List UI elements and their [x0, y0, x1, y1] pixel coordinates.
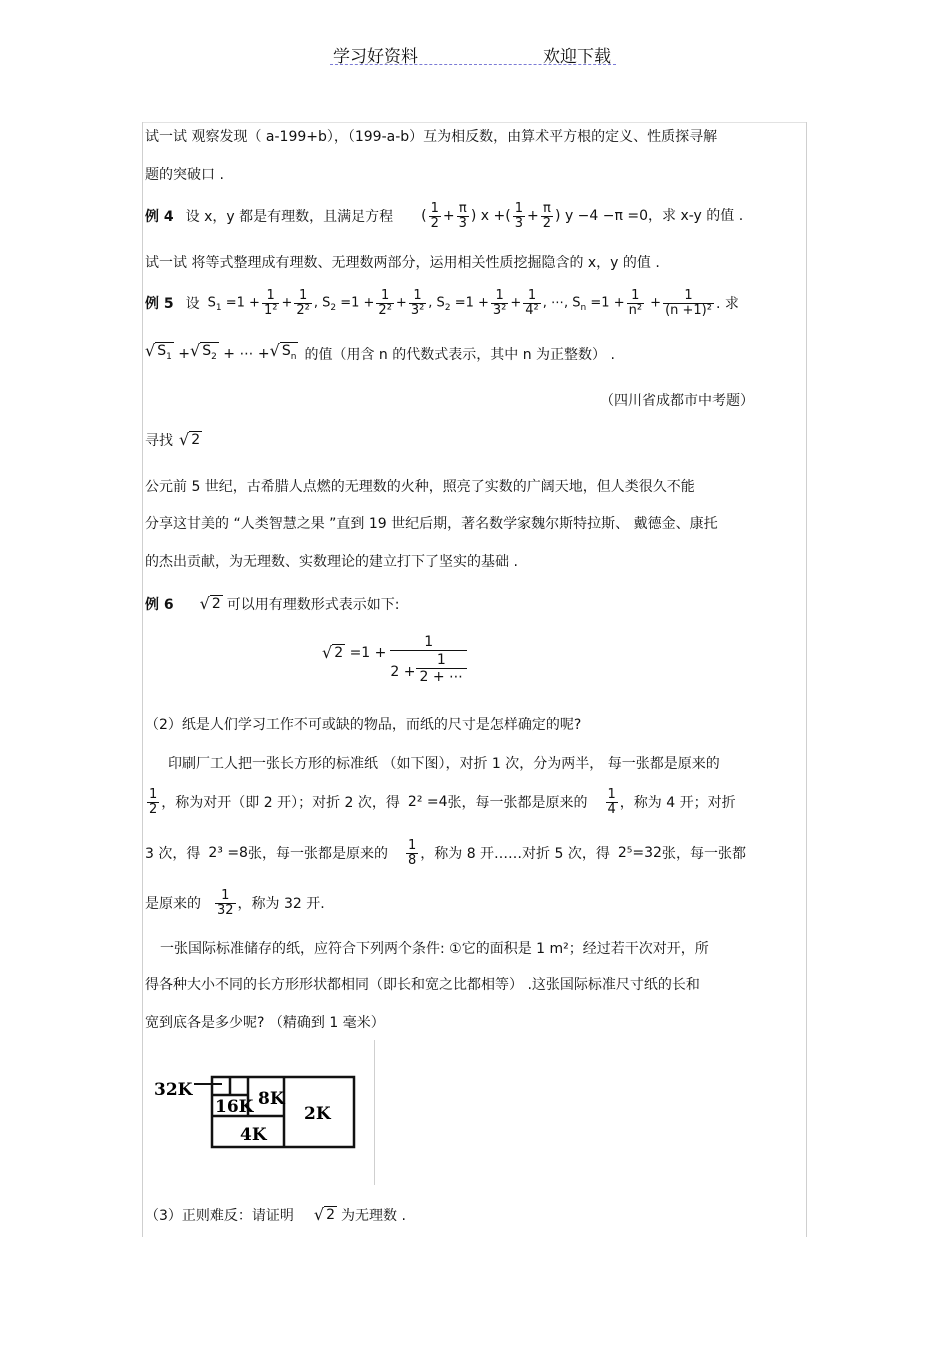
example-5-tail: . 求 — [715, 296, 739, 312]
question-3: （3）正则难反：请证明 √ 2 为无理数 . — [145, 1205, 406, 1224]
equation-5: $S_1 =1$ + $\frac{1}{\text{1²}}$ + $\frac{1}{\text{2²}}$ , $S_2 =1$ + $\frac{1}{\text{2²}}$ + $\frac{1}{\text{3²}}$ , $S_2 =1$ + $\frac{1}{\text{3²}}$ + $\frac{1}{\text{4²}}$ , ⋯, $S_n =1$ + $\frac{1}{\text{n²}}$ + $\frac{1}{\text{(n +1)²}}$ — [207, 287, 712, 318]
example-4-label: 例 4 — [145, 209, 174, 225]
history-line-3: 的杰出贡献，为无理数、实数理论的建立打下了坚实的基础 . — [145, 554, 518, 570]
example-6: 例 6 √ 2 可以用有理数形式表示如下: — [145, 594, 400, 613]
question-2-line-a: 印刷厂工人把一张长方形的标准纸 （如下图），对折 1 次，分为两半， 每一张都是原来的 — [168, 756, 720, 772]
question-2-line-e: 一张国际标准储存的纸，应符合下列两个条件: ①它的面积是 1 m²；经过若干次对开，所 — [160, 941, 709, 957]
header-left: 学习好资料 — [333, 47, 418, 67]
label-2k: 2K — [304, 1104, 331, 1124]
example-4-text: 设 x，y 都是有理数，且满足方程 — [185, 209, 394, 225]
try-line-1: 试一试 观察发现（ a-199+b），（199-a-b）互为相反数，由算术平方根的定义、性质探寻解 — [145, 129, 718, 145]
label-4k: 4K — [240, 1125, 267, 1145]
header-divider — [330, 64, 616, 65]
question-2-line-g: 宽到底各是多少呢? （精确到 1 毫米） — [145, 1015, 385, 1031]
content-frame-right — [806, 122, 807, 1237]
source-citation: （四川省成都市中考题） — [600, 393, 754, 409]
content-frame-left — [142, 122, 143, 1237]
equation-4: ( $\frac{1}{2}$ + $\frac{\pi}{3}$ ) x +( $\frac{1}{3}$ + $\frac{\pi}{2}$ ) y −4 −π =0，求 x-y 的值 . — [421, 200, 744, 231]
section-seek: 寻找 √ 2 — [145, 430, 201, 449]
try-line-4: 试一试 将等式整理成有理数、无理数两部分，运用相关性质挖掘隐含的 x，y 的值 . — [145, 255, 660, 271]
content-frame-top — [142, 122, 807, 123]
equation-4-tail: y −4 −π =0，求 x-y 的值 . — [564, 208, 744, 224]
question-2-line-b: $\frac{1}{2}$ ，称为对开（即 2 开）；对折 2 次，得 2² =4 张，每一张都是原来的 $\frac{1}{4}$ ，称为 4 开；对折 — [149, 786, 736, 817]
example-5-line-2: √ $S_1$ + √ $S_2$ + ⋯ + √ $S_n$ 的值（用含 n 的代数式表示，其中 n 为正整数） . — [145, 342, 615, 366]
question-2-line-d: 是原来的 $\frac{1}{32}$ ，称为 32 开. — [145, 887, 325, 918]
label-8k: 8K — [258, 1089, 285, 1109]
history-line-1: 公元前 5 世纪，古希腊人点燃的无理数的火种，照亮了实数的广阔天地，但人类很久不能 — [145, 479, 695, 495]
example-6-label: 例 6 — [145, 597, 174, 613]
paper-size-diagram — [150, 1072, 365, 1157]
question-2-line-f: 得各种大小不同的长方形形状都相同（即长和宽之比都相等） .这张国际标准尺寸纸的长和 — [145, 977, 700, 993]
example-5 — [145, 282, 739, 324]
seek-label: 寻找 — [145, 433, 173, 449]
example-6-text: 可以用有理数形式表示如下: — [226, 597, 400, 613]
example-5-text: 设 — [185, 296, 200, 312]
header-right: 欢迎下载 — [543, 47, 611, 67]
try-line-2: 题的突破口 . — [145, 167, 224, 183]
history-line-2: 分享这甘美的 “人类智慧之果 ”直到 19 世纪后期，著名数学家魏尔斯特拉斯、 戴德金、康托 — [145, 516, 718, 532]
example-5-label: 例 5 — [145, 296, 174, 312]
question-2-line-c: 3 次，得 2³ =8 张，每一张都是原来的 $\frac{1}{8}$ ，称为 8 开……对折 5 次，得 2⁵=32 张，每一张都 — [145, 837, 746, 868]
label-32k: 32K — [154, 1080, 193, 1100]
example-4 — [145, 196, 743, 236]
question-2-title: （2）纸是人们学习工作不可或缺的物品，而纸的尺寸是怎样确定的呢? — [145, 717, 582, 733]
label-16k: 16K — [215, 1097, 254, 1117]
continued-fraction: √ 2 =1 + 1 2 + $\frac{1}{2 + \cdots}$ — [322, 634, 467, 685]
